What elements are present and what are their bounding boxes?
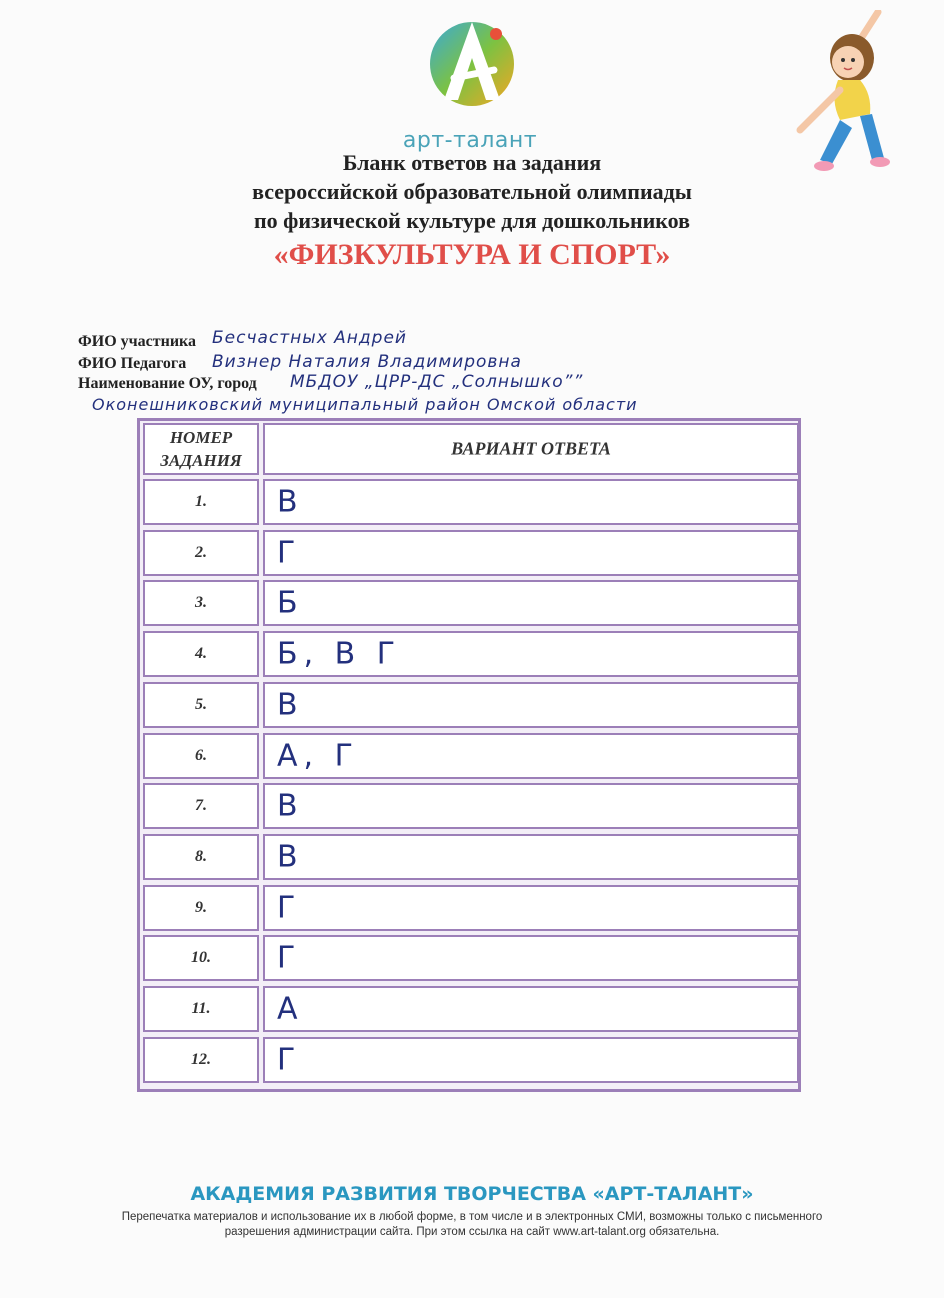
answer-cell [263, 1037, 799, 1083]
answer-cell [263, 530, 799, 576]
heading-line-2: всероссийской образовательной олимпиады [252, 179, 692, 204]
task-number-cell [143, 682, 259, 728]
answer-cell [263, 783, 799, 829]
answer-value: В [277, 687, 304, 723]
answer-value: В [277, 839, 304, 875]
answer-cell [263, 885, 799, 931]
org-value-line2: Оконешниковский муниципальный район Омской области [92, 395, 638, 414]
answer-cell [263, 935, 799, 981]
answer-value: В [277, 484, 304, 520]
task-number-cell [143, 834, 259, 880]
table-row [143, 479, 795, 525]
task-number: 3. [195, 594, 207, 612]
answer-cell [263, 580, 799, 626]
task-number: 5. [195, 695, 207, 713]
task-number-cell [143, 986, 259, 1032]
task-number: 11. [191, 1000, 211, 1017]
task-number-cell [143, 479, 259, 525]
heading-line-3: по физической культуре для дошкольников [253, 208, 691, 233]
participant-label: ФИО участника [78, 333, 197, 350]
answer-value: В [277, 788, 304, 824]
answer-value: А [277, 991, 304, 1027]
task-number: 2. [195, 543, 207, 561]
answer-value: Б [277, 585, 304, 621]
answer-cell [263, 631, 799, 677]
task-number-cell [143, 631, 259, 677]
answer-cell [263, 479, 799, 525]
table-row [143, 682, 795, 728]
table-row [143, 986, 795, 1032]
task-number-cell [143, 885, 259, 931]
task-number: 4. [195, 645, 207, 663]
answer-table [137, 418, 801, 1092]
task-number: 8. [195, 847, 207, 865]
task-number: 7. [195, 797, 207, 815]
table-row [143, 530, 795, 576]
participant-value: Бесчастных Андрей [212, 328, 407, 348]
table-row [143, 935, 795, 981]
task-number: 10. [191, 949, 211, 967]
table-row [143, 834, 795, 880]
task-number-cell [143, 530, 259, 576]
task-number-cell [143, 783, 259, 829]
answer-cell [263, 682, 799, 728]
table-row [143, 631, 795, 677]
heading-line-1: Бланк ответов на задания [342, 150, 602, 175]
task-number: 6. [195, 746, 207, 764]
table-row [143, 580, 795, 626]
answer-cell [263, 834, 799, 880]
table-row [143, 733, 795, 779]
task-number-cell [143, 580, 259, 626]
brand-name: арт-талант [402, 128, 538, 153]
table-header-row [143, 423, 795, 475]
answer-value: Г [277, 535, 302, 571]
task-number: 1. [195, 493, 207, 510]
task-number-cell [143, 733, 259, 779]
footer-title: АКАДЕМИЯ РАЗВИТИЯ ТВОРЧЕСТВА «АРТ-ТАЛАНТ» [190, 1183, 754, 1205]
org-value: МБДОУ „ЦРР-ДС „Солнышко”” [290, 372, 584, 392]
footer-note: Перепечатка материалов и использование их в любой форме, в том числе и в электронных СМИ, возможны только с письменного разрешения администрации сайта. При этом ссылка на сайт www.art-talant.org обязательна. [121, 1211, 823, 1238]
answer-value: Б, В Г [277, 636, 402, 672]
answer-cell [263, 986, 799, 1032]
header-answer: ВАРИАНТ ОТВЕТА [451, 438, 611, 459]
form-heading [120, 148, 824, 235]
header-num: НОМЕР ЗАДАНИЯ [160, 428, 242, 470]
table-row [143, 783, 795, 829]
table-row [143, 1037, 795, 1083]
header-num-cell [143, 423, 259, 475]
teacher-label: ФИО Педагога [78, 355, 187, 372]
task-number: 9. [195, 898, 207, 916]
task-number-cell [143, 935, 259, 981]
answer-value: Г [277, 1042, 302, 1078]
olympiad-title: «ФИЗКУЛЬТУРА И СПОРТ» [273, 238, 671, 271]
task-number: 12. [191, 1050, 211, 1068]
art-talant-logo-icon [424, 12, 520, 116]
teacher-value: Визнер Наталия Владимировна [212, 352, 522, 372]
answer-value: Г [277, 940, 302, 976]
task-number-cell [143, 1037, 259, 1083]
header-answer-cell [263, 423, 799, 475]
answer-value: А, Г [277, 738, 359, 773]
table-row [143, 885, 795, 931]
org-label: Наименование ОУ, город [78, 375, 257, 392]
answer-value: Г [277, 890, 302, 926]
answer-cell [263, 733, 799, 779]
